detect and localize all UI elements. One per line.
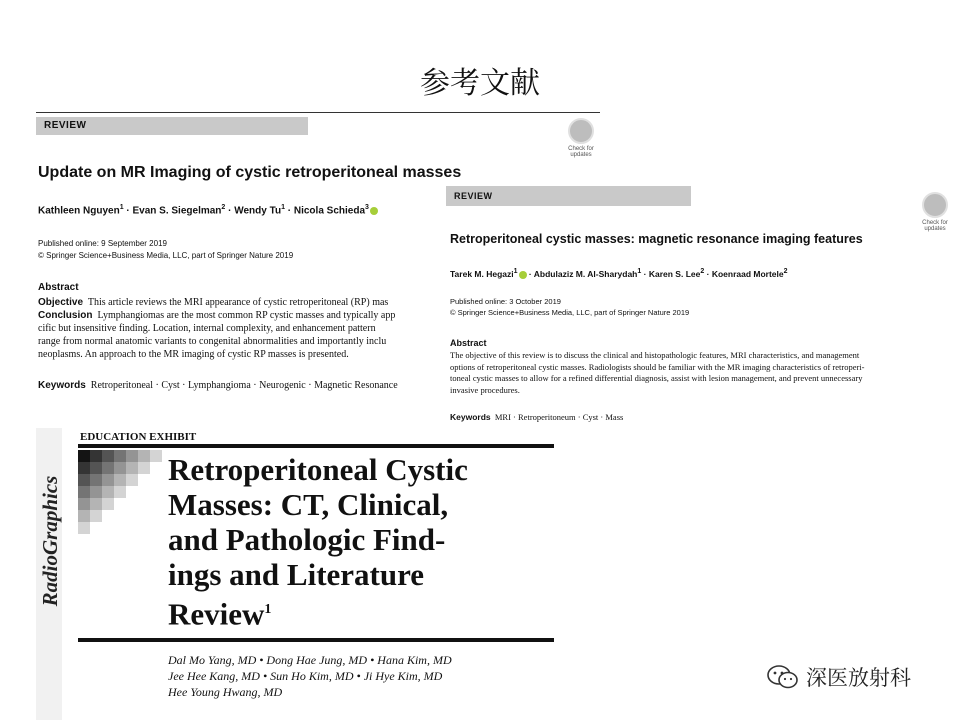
- gradient-square: [114, 486, 126, 498]
- gradient-square: [102, 450, 114, 462]
- gradient-square: [78, 510, 90, 522]
- abstract-heading: Abstract: [450, 338, 487, 348]
- abstract-body: The objective of this review is to discuss the clinical and histopathologic features, MRI characteristics, and management options of retroperitoneal cystic masses. Radiologists should be familiar with the MR imaging characteristics of retroperi- toneal cystic masses to allow for a refined differential diagnosis, assist with lesion management, and prevent unnecessary invasive procedures.: [450, 350, 865, 395]
- top-rule: [78, 444, 554, 448]
- publication-info: Published online: 3 October 2019 © Springer Science+Business Media, LLC, part of Springer Nature 2019: [450, 297, 690, 317]
- gradient-square: [90, 462, 102, 474]
- paper-title: Update on MR Imaging of cystic retroperitoneal masses: [38, 164, 462, 181]
- check-for-updates-badge: Check for updates: [918, 192, 952, 232]
- check-updates-icon: [922, 192, 948, 218]
- gradient-square: [114, 474, 126, 486]
- gradient-square: [102, 462, 114, 474]
- gradient-square: [114, 450, 126, 462]
- gradient-square: [78, 486, 90, 498]
- gradient-square: [138, 462, 150, 474]
- review-tag: REVIEW: [446, 186, 691, 206]
- author-list: Tarek M. Hegazi$^1$ · Abdulaziz M. Al-Sharydah$^1$ · Karen S. Lee$^2$ · Koenraad Mortele$^2$: [450, 268, 788, 279]
- slide-title: 参考文献: [420, 66, 540, 101]
- gradient-square: [78, 474, 90, 486]
- orcid-icon: [370, 207, 378, 215]
- gradient-square: [90, 498, 102, 510]
- gradient-square: [90, 474, 102, 486]
- gradient-square: [90, 510, 102, 522]
- paper-2-clipping: [444, 182, 956, 428]
- keywords: Keywords MRI · Retroperitoneum · Cyst · Mass: [450, 412, 624, 422]
- gradient-square: [126, 474, 138, 486]
- paper-title: Retroperitoneal cystic masses: magnetic resonance imaging features: [450, 232, 863, 246]
- gradient-square: [102, 474, 114, 486]
- keywords: Keywords Retroperitoneal · Cyst · Lymphangioma · Neurogenic · Magnetic Resonance: [38, 380, 398, 391]
- abstract-heading: Abstract: [38, 282, 79, 293]
- abstract-body: Objective This article reviews the MRI appearance of cystic retroperitoneal (RP) mas Conclusion Lymphangiomas are the most common RP cystic masses and typically app cific but insensitive finding. Location, internal complexity, and enhancement pattern range from normal anatomic variants to congenital abnormalities and importantly inclu neoplasms. An approach to the MR imaging of cystic RP masses is presented.: [38, 297, 396, 360]
- section-label: EDUCATION EXHIBIT: [80, 431, 197, 443]
- wechat-icon: [766, 663, 800, 691]
- journal-name: RadioGraphics: [38, 475, 62, 607]
- gradient-square: [90, 450, 102, 462]
- gradient-square: [78, 450, 90, 462]
- gradient-square: [102, 498, 114, 510]
- check-for-updates-badge: Check for updates: [564, 118, 598, 158]
- gradient-square: [126, 462, 138, 474]
- gradient-square: [150, 450, 162, 462]
- bottom-rule: [78, 638, 554, 642]
- top-rule: [36, 112, 600, 113]
- orcid-icon: [519, 271, 527, 279]
- gradient-square: [78, 522, 90, 534]
- gradient-square: [138, 450, 150, 462]
- publication-info: Published online: 9 September 2019 © Springer Science+Business Media, LLC, part of Springer Nature 2019: [38, 239, 294, 260]
- gradient-square: [102, 486, 114, 498]
- gradient-squares-logo: [78, 450, 162, 534]
- gradient-square: [78, 498, 90, 510]
- review-tag: REVIEW: [36, 117, 308, 135]
- gradient-square: [126, 450, 138, 462]
- gradient-square: [78, 462, 90, 474]
- paper-title: Retroperitoneal Cystic Masses: CT, Clinical, and Pathologic Find- ings and Literature Review$^1$: [168, 452, 468, 632]
- gradient-square: [114, 462, 126, 474]
- gradient-square: [90, 486, 102, 498]
- author-list: Kathleen Nguyen$^1$ · Evan S. Siegelman$^2$ · Wendy $Tu^1$ · Nicola Schieda$^3$: [38, 204, 378, 216]
- author-list: Dal Mo Yang, MD • Dong Hae Jung, MD • Hana Kim, MD Jee Hee Kang, MD • Sun Ho Kim, MD • Ji Hye Kim, MD Hee Young Hwang, MD: [168, 653, 452, 699]
- watermark-text: 深医放射科: [806, 666, 911, 690]
- paper-3-clipping: [36, 428, 556, 720]
- watermark: [766, 662, 911, 692]
- check-updates-icon: [568, 118, 594, 144]
